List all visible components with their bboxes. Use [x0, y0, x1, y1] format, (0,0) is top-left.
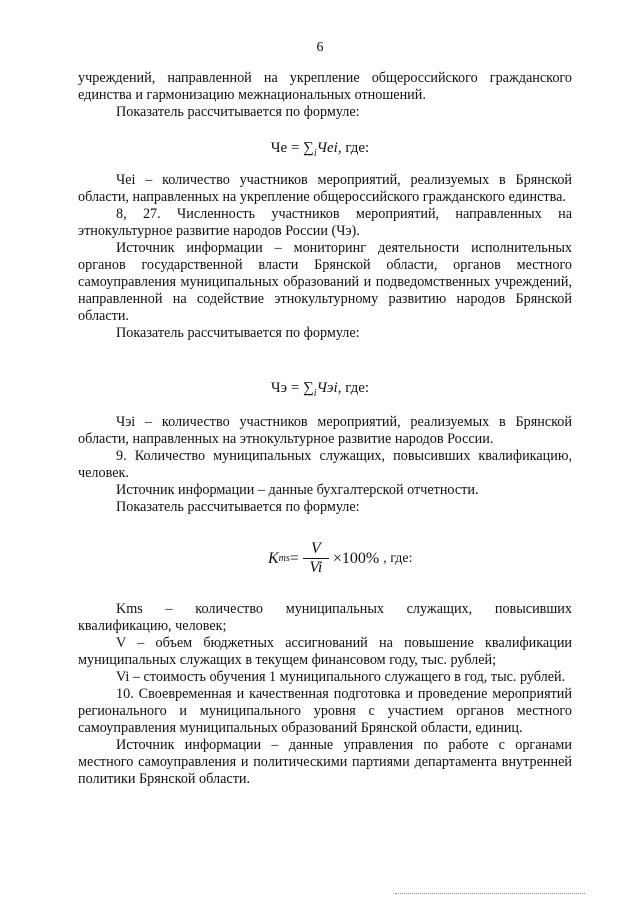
footer-divider	[395, 893, 585, 895]
section-10-block	[78, 601, 572, 788]
paragraph: Показатель рассчитывается по формуле:	[116, 325, 360, 341]
paragraph: учреждений, направленной на укрепление общероссийского гражданского единства и гармонизацию межнациональных отношений.	[78, 70, 572, 103]
paragraph: Источник информации – данные управления по работе с органами местного самоуправления и политическими партиями департамента внутренней политики Брянской области.	[78, 737, 572, 787]
paragraph: Vi – стоимость обучения 1 муниципального служащего в год, тыс. рублей.	[116, 669, 566, 685]
formula-lhs-sub: ms	[278, 553, 290, 564]
paragraph: Показатель рассчитывается по формуле:	[116, 499, 360, 515]
formula-eq: =	[289, 549, 299, 567]
section-8-block	[78, 172, 572, 342]
section-9-block	[78, 414, 572, 516]
paragraph: Источник информации – мониторинг деятельности исполнительных органов государственной власти Брянской области, органов местного самоуправления муниципальных образований и подведомственных учреждений, направленной на содействие этнокультурному развитию народов Брянской области.	[78, 240, 572, 324]
paragraph: Чеi – количество участников мероприятий, реализуемых в Брянской области, направленных на укрепление общероссийского гражданского единства.	[78, 172, 572, 205]
formula-lhs: Чэ	[270, 380, 288, 396]
formula-che	[0, 140, 640, 159]
paragraph: Kms – количество муниципальных служащих, повысивших квалификацию, человек;	[78, 601, 572, 634]
formula-tail: , где:	[383, 550, 413, 566]
formula-lhs: Че	[270, 140, 288, 156]
fraction	[303, 540, 329, 577]
paragraph: V – объем бюджетных ассигнований на повышение квалификации муниципальных служащих в текущем финансовом году, тыс. рублей;	[78, 635, 572, 668]
sum-symbol: ∑	[303, 380, 314, 396]
sum-index: i	[313, 148, 317, 159]
fraction-denominator: Vi	[309, 559, 323, 576]
formula-kms	[268, 540, 412, 577]
paragraph: Показатель рассчитывается по формуле:	[116, 104, 360, 120]
page-number: 6	[316, 40, 324, 55]
formula-lhs: K	[268, 549, 279, 567]
paragraph: 9. Количество муниципальных служащих, повысивших квалификацию, человек.	[78, 448, 572, 481]
formula-che2	[0, 380, 640, 399]
formula-term: Чэi	[316, 380, 338, 396]
fraction-numerator: V	[310, 540, 321, 557]
paragraph: Чэi – количество участников мероприятий, реализуемых в Брянской области, направленных на этнокультурное развитие народов России.	[78, 414, 572, 447]
formula-eq: =	[287, 380, 304, 396]
intro-block	[78, 70, 572, 121]
formula-multiplier: ×100%	[332, 549, 380, 567]
formula-eq: =	[287, 140, 304, 156]
sum-index: i	[313, 388, 317, 399]
paragraph: 10. Своевременная и качественная подготовка и проведение мероприятий регионального и муниципального уровня с участием органов местного самоуправления муниципальных образований Брянской области, единиц.	[78, 686, 572, 736]
paragraph: Источник информации – данные бухгалтерской отчетности.	[116, 482, 479, 498]
sum-symbol: ∑	[303, 140, 314, 156]
formula-term: Чеi	[316, 140, 338, 156]
formula-tail: , где:	[337, 380, 370, 396]
formula-tail: , где:	[337, 140, 370, 156]
paragraph: 8, 27. Численность участников мероприятий, направленных на этнокультурное развитие народов России (Чэ).	[78, 206, 572, 239]
